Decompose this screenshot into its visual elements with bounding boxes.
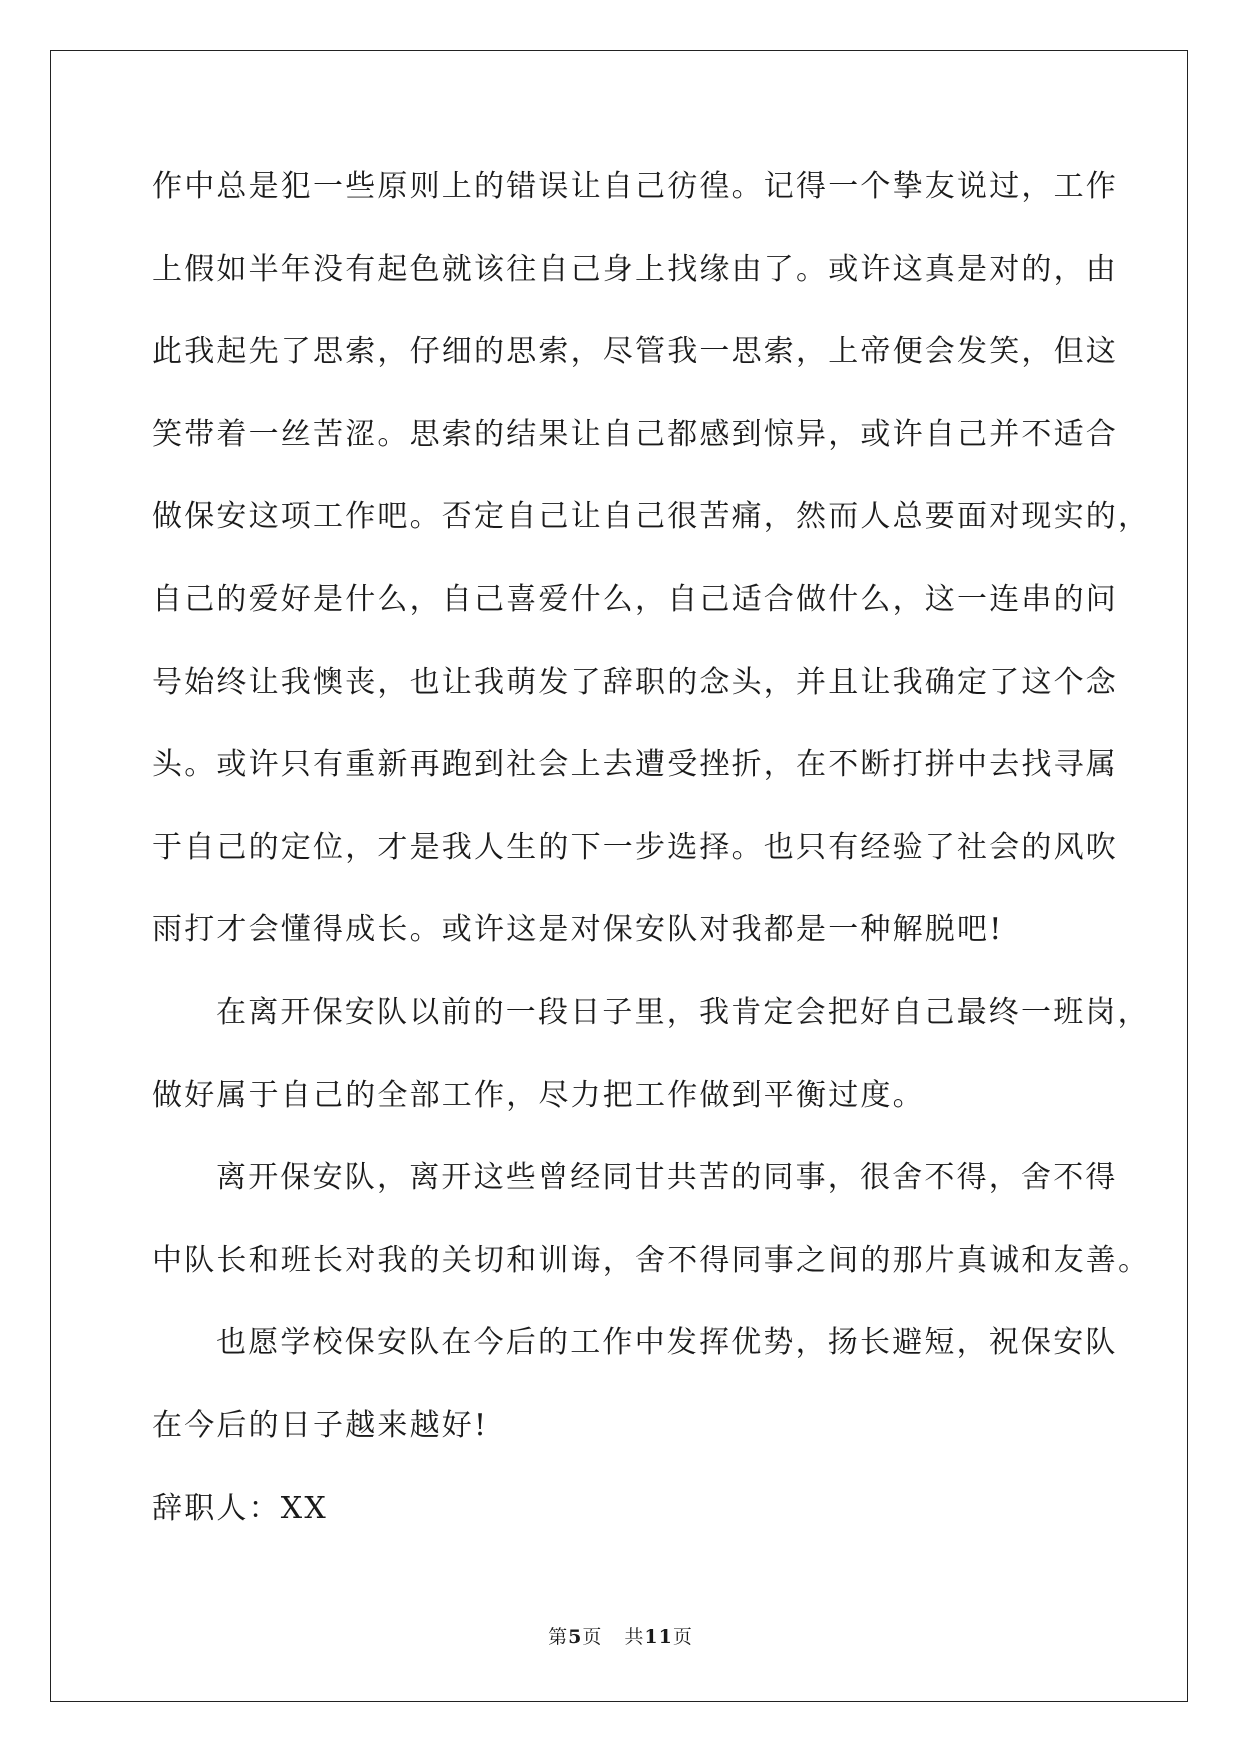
footer-page-suffix: 页 [582, 1626, 603, 1648]
text-line: 笑带着一丝苦涩。思索的结果让自己都感到惊异，或许自己并不适合 [152, 416, 1118, 452]
text-line: 中队长和班长对我的关切和训诲，舍不得同事之间的那片真诚和友善。 [152, 1242, 1151, 1278]
page-footer [0, 1622, 1241, 1649]
current-page-number: 5 [568, 1626, 583, 1648]
footer-prefix: 第 [548, 1626, 569, 1648]
text-line: 自己的爱好是什么，自己喜爱什么，自己适合做什么，这一连串的问 [152, 581, 1118, 617]
paragraph-start-line: 在离开保安队以前的一段日子里，我肯定会把好自己最终一班岗， [216, 994, 1150, 1030]
text-line: 号始终让我懊丧，也让我萌发了辞职的念头，并且让我确定了这个念 [152, 664, 1118, 700]
text-line: 作中总是犯一些原则上的错误让自己彷徨。记得一个挚友说过，工作 [152, 169, 1118, 204]
document-body [152, 157, 1151, 1561]
text-line: 于自己的定位，才是我人生的下一步选择。也只有经验了社会的风吹 [152, 829, 1118, 865]
paragraph-start-line: 也愿学校保安队在今后的工作中发挥优势，扬长避短，祝保安队 [216, 1325, 1118, 1361]
footer-total-prefix: 共 [624, 1626, 645, 1648]
text-line: 头。或许只有重新再跑到社会上去遭受挫折，在不断打拼中去找寻属 [152, 747, 1118, 783]
text-line: 做保安这项工作吧。否定自己让自己很苦痛，然而人总要面对现实的， [152, 499, 1151, 535]
text-line: 此我起先了思索，仔细的思索，尽管我一思索，上帝便会发笑，但这 [152, 334, 1118, 370]
total-page-number: 11 [644, 1626, 673, 1648]
text-line: 做好属于自己的全部工作，尽力把工作做到平衡过度。 [152, 1077, 925, 1113]
text-line: 雨打才会懂得成长。或许这是对保安队对我都是一种解脱吧! [152, 912, 1004, 948]
text-line: 在今后的日子越来越好! [152, 1407, 489, 1443]
text-line: 上假如半年没有起色就该往自己身上找缘由了。或许这真是对的，由 [152, 251, 1118, 287]
footer-total-suffix: 页 [672, 1626, 693, 1648]
signature-line: 辞职人：XX [152, 1490, 328, 1526]
paragraph-start-line: 离开保安队，离开这些曾经同甘共苦的同事，很舍不得，舍不得 [216, 1160, 1118, 1196]
